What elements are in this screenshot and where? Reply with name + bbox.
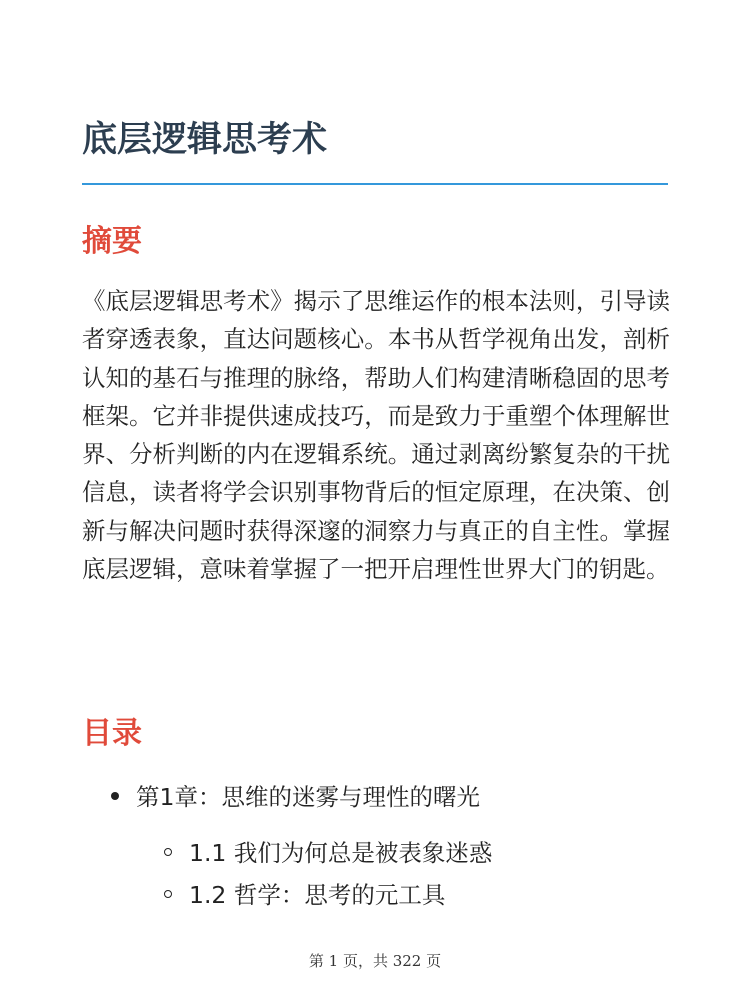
toc-section-label: 1.1 我们为何总是被表象迷惑 [189, 839, 493, 867]
abstract-heading: 摘要 [82, 224, 142, 259]
document-title: 底层逻辑思考术 [82, 120, 328, 160]
bullet-circle-icon [164, 890, 172, 898]
toc-section-label: 1.2 哲学：思考的元工具 [189, 881, 446, 909]
title-divider [82, 183, 668, 185]
bullet-circle-icon [164, 848, 172, 856]
page-footer: 第 1 页，共 322 页 [308, 952, 442, 970]
abstract-paragraph: 《底层逻辑思考术》揭示了思维运作的根本法则，引导读者穿透表象，直达问题核心。本书从哲学视角出发，剖析认知的基石与推理的脉络，帮助人们构建清晰稳固的思考框架。它并非提供速成技巧，而是致力于重塑个体理解世界、分析判断的内在逻辑系统。通过剥离纷繁复杂的干扰信息，读者将学会识别事物背后的恒定原理，在决策、创新与解决问题时获得深邃的洞察力与真正的自主性。掌握底层逻辑，意味着掌握了一把开启理性世界大门的钥匙。 [82, 287, 670, 584]
toc-chapter-label: 第1章：思维的迷雾与理性的曙光 [136, 783, 480, 811]
toc-chapter-1[interactable] [136, 780, 480, 814]
bullet-disc-icon [111, 792, 119, 800]
document-page [82, 0, 668, 1000]
toc-section-1-1[interactable] [189, 836, 492, 870]
toc-heading: 目录 [82, 716, 142, 751]
toc-section-1-2[interactable] [189, 878, 445, 912]
